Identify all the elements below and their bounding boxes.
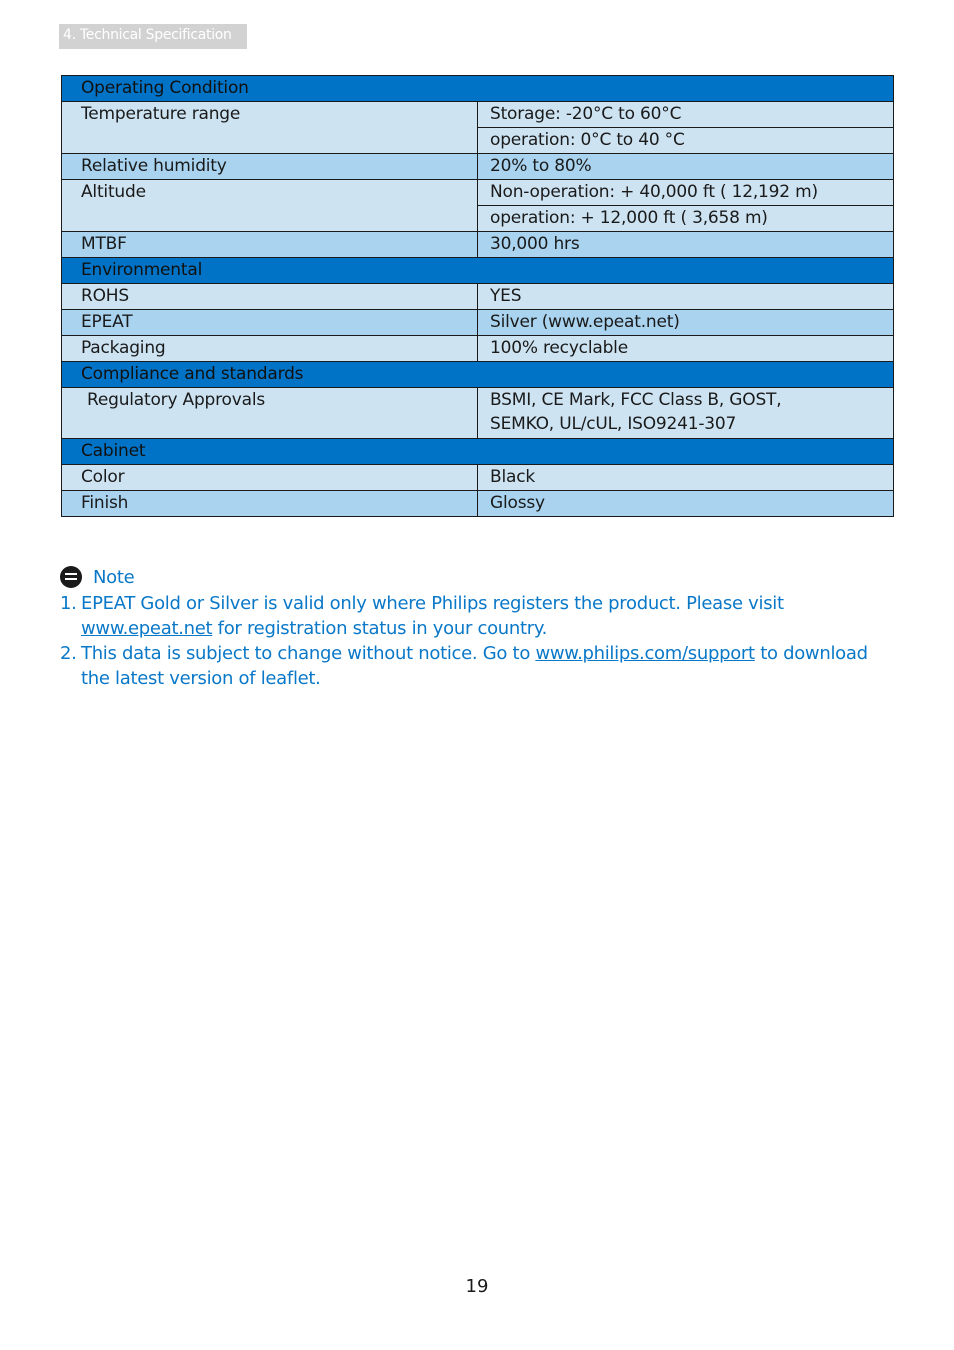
- row-value: 20% to 80%: [478, 154, 894, 180]
- note-header: [60, 563, 900, 591]
- section-heading: Environmental: [62, 258, 894, 284]
- note-block: [60, 563, 900, 691]
- row-value: 100% recyclable: [478, 336, 894, 362]
- row-label: Finish: [62, 491, 478, 517]
- section-heading: Compliance and standards: [62, 362, 894, 388]
- row-label: Relative humidity: [62, 154, 478, 180]
- list-item: [60, 641, 900, 691]
- row-value: YES: [478, 284, 894, 310]
- section-tab: 4. Technical Specification: [59, 24, 247, 49]
- table-row: [62, 102, 894, 128]
- list-number: 2.: [60, 643, 77, 664]
- row-label: Temperature range: [62, 102, 478, 154]
- row-label: MTBF: [62, 232, 478, 258]
- section-heading: Cabinet: [62, 439, 894, 465]
- row-value: Silver (www.epeat.net): [478, 310, 894, 336]
- note-text: for registration status in your country.: [212, 618, 548, 639]
- row-label: ROHS: [62, 284, 478, 310]
- note-text: EPEAT Gold or Silver is valid only where Philips registers the product. Please visit: [81, 593, 784, 614]
- row-value: operation: 0°C to 40 °C: [478, 128, 894, 154]
- section-header-compliance: [62, 362, 894, 388]
- row-value: Non-operation: + 40,000 ft ( 12,192 m): [478, 180, 894, 206]
- table-row: [62, 154, 894, 180]
- row-label: Altitude: [62, 180, 478, 232]
- epeat-link[interactable]: www.epeat.net: [81, 618, 213, 639]
- note-text: This data is subject to change without notice. Go to: [81, 643, 536, 664]
- table-row: [62, 232, 894, 258]
- row-value: Storage: -20°C to 60°C: [478, 102, 894, 128]
- table-row: [62, 180, 894, 206]
- row-label: EPEAT: [62, 310, 478, 336]
- note-text: to download the latest version of leaflet.: [81, 643, 868, 689]
- list-item: [60, 591, 900, 641]
- row-value: BSMI, CE Mark, FCC Class B, GOST, SEMKO, UL/cUL, ISO9241-307: [478, 388, 894, 439]
- table-row: [62, 310, 894, 336]
- table-row: [62, 491, 894, 517]
- list-number: 1.: [60, 593, 77, 614]
- row-label: Color: [62, 465, 478, 491]
- philips-support-link[interactable]: www.philips.com/support: [535, 643, 755, 664]
- table-row: [62, 388, 894, 439]
- note-icon: [60, 566, 82, 588]
- table-row: [62, 284, 894, 310]
- page-number: 19: [465, 1276, 489, 1297]
- table-row: [62, 465, 894, 491]
- row-value: operation: + 12,000 ft ( 3,658 m): [478, 206, 894, 232]
- section-header-environmental: [62, 258, 894, 284]
- section-header-operating-condition: [62, 76, 894, 102]
- row-label: Packaging: [62, 336, 478, 362]
- row-value: 30,000 hrs: [478, 232, 894, 258]
- row-value: Glossy: [478, 491, 894, 517]
- table-row: [62, 336, 894, 362]
- section-heading: Operating Condition: [62, 76, 894, 102]
- note-list: [60, 591, 900, 691]
- row-value: Black: [478, 465, 894, 491]
- note-title: Note: [93, 566, 135, 588]
- spec-table: [61, 75, 894, 517]
- section-header-cabinet: [62, 439, 894, 465]
- row-label: Regulatory Approvals: [62, 388, 478, 439]
